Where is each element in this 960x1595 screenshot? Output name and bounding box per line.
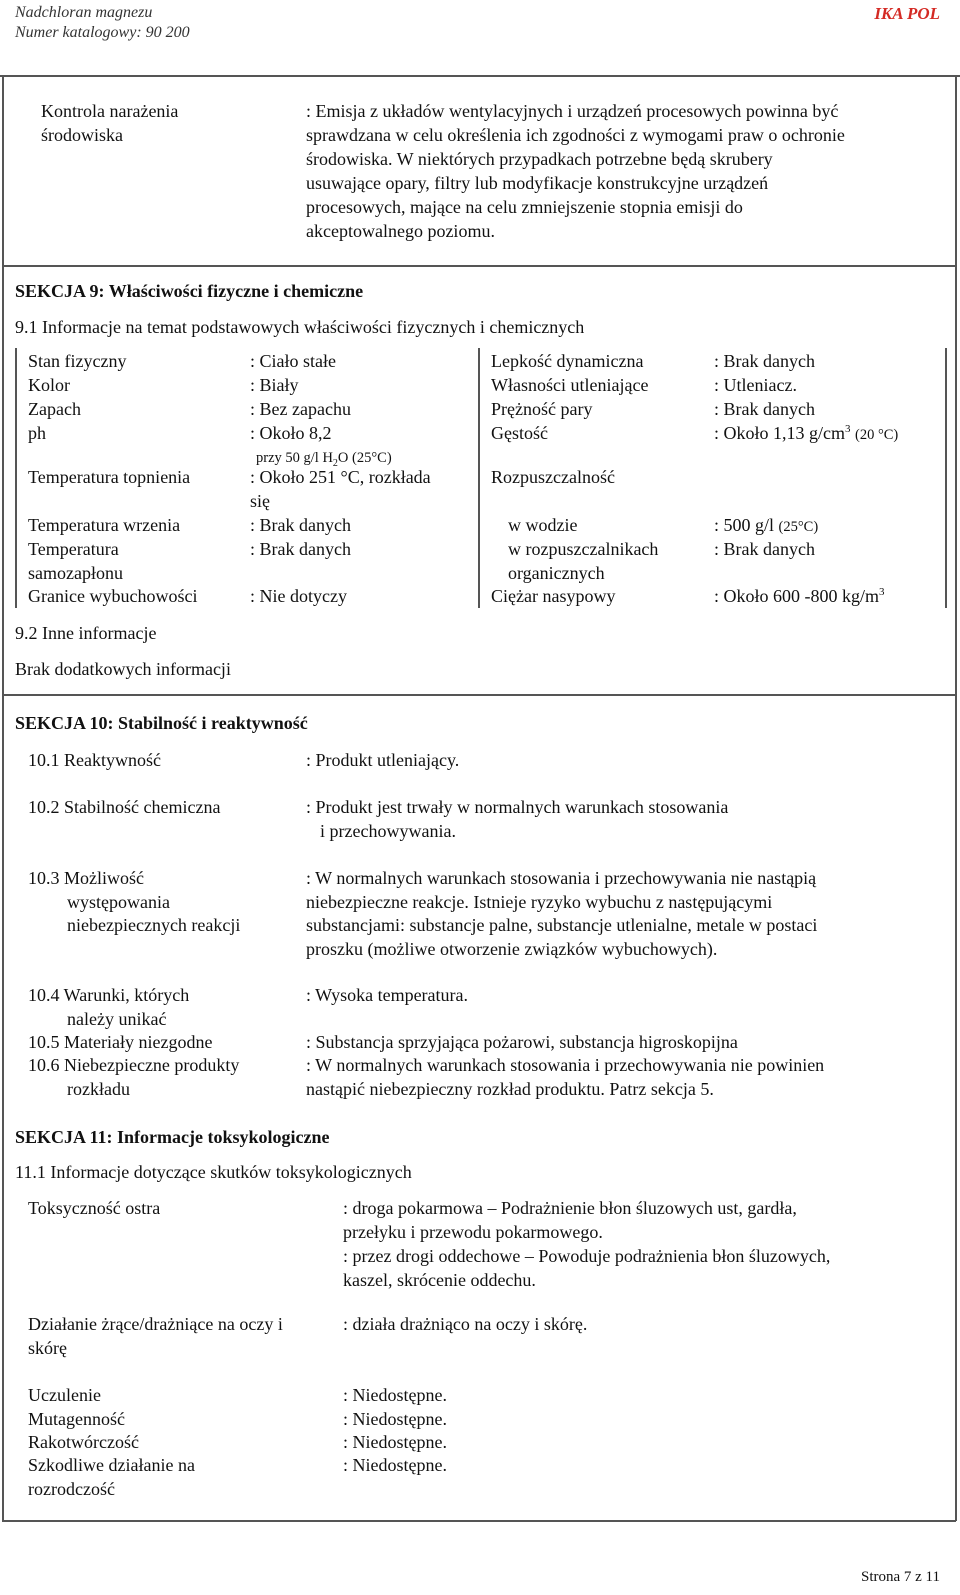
prop-value: : Brak danych	[714, 351, 815, 371]
prop-label: ph	[28, 423, 46, 443]
product-name: Nadchloran magnezu	[15, 4, 153, 21]
prop-value: się	[250, 491, 270, 511]
env-text-line: : Emisja z układów wentylacyjnych i urządzeń procesowych powinna być	[306, 101, 839, 121]
prop-label: Temperatura wrzenia	[28, 515, 181, 535]
divider-bottom	[2, 1520, 956, 1522]
prop-label: Temperatura	[28, 539, 119, 559]
section9-subtitle: 9.1 Informacje na temat podstawowych właściwości fizycznych i chemicznych	[15, 317, 585, 337]
ph-note: przy 50 g/l $H_2O$ (25°C)	[256, 450, 392, 469]
prop-label: Lepkość dynamiczna	[491, 351, 644, 371]
mutagenicity-value: : Niedostępne.	[343, 1409, 447, 1429]
prop-value: : Brak danych	[714, 399, 815, 419]
hazard-reactions-label: występowania	[67, 892, 170, 912]
page-number: Strona 7 z 11	[860, 1569, 940, 1585]
irritation-label: Działanie żrące/drażniące na oczy i	[28, 1314, 283, 1334]
catalog-number: Numer katalogowy: 90 200	[15, 24, 190, 41]
env-text-line: sprawdzana w celu określenia ich zgodności z wymogami praw o ochronie	[306, 125, 845, 145]
toxicity-label: Toksyczność ostra	[28, 1198, 161, 1218]
toxicity-value: przełyku i przewodu pokarmowego.	[343, 1222, 603, 1242]
prop-label: Ciężar nasypowy	[491, 586, 616, 606]
toxicity-value: : przez drogi oddechowe – Powoduje podrażnienia błon śluzowych,	[343, 1246, 831, 1266]
decomposition-label: 10.6 Niebezpieczne produkty	[28, 1055, 240, 1075]
prop-label: Prężność pary	[491, 399, 593, 419]
frame-left	[2, 75, 4, 1521]
table-border-right	[945, 348, 947, 608]
decomposition-value: nastąpić niebezpieczny rozkład produktu. Patrz sekcja 5.	[306, 1079, 714, 1099]
prop-value: : Około 600 -800 $kg/m^3$	[714, 586, 885, 606]
env-text-line: usuwające opary, filtry lub modyfikacje konstrukcyjne urządzeń	[306, 173, 769, 193]
stability-value: i przechowywania.	[320, 821, 456, 841]
prop-label: w rozpuszczalnikach	[508, 539, 659, 559]
sensitization-value: : Niedostępne.	[343, 1385, 447, 1405]
divider-top	[0, 75, 960, 77]
reproductive-label: rozrodczość	[28, 1479, 115, 1499]
prop-value: : Brak danych	[250, 515, 351, 535]
prop-label: samozapłonu	[28, 563, 123, 583]
incompatible-value: : Substancja sprzyjająca pożarowi, substancja higroskopijna	[306, 1032, 738, 1052]
prop-label: Stan fizyczny	[28, 351, 127, 371]
prop-value: : Nie dotyczy	[250, 586, 347, 606]
reactivity-label: 10.1 Reaktywność	[28, 750, 161, 770]
hazard-reactions-value: substancjami: substancje palne, substancje utlenialne, metale w postaci	[306, 915, 818, 935]
incompatible-label: 10.5 Materiały niezgodne	[28, 1032, 213, 1052]
avoid-conditions-label: 10.4 Warunki, których	[28, 985, 190, 1005]
prop-label: Rozpuszczalność	[491, 467, 615, 487]
irritation-label: skórę	[28, 1338, 67, 1358]
env-text-line: akceptowalnego poziomu.	[306, 221, 495, 241]
prop-value: : Brak danych	[250, 539, 351, 559]
reproductive-label: Szkodliwe działanie na	[28, 1455, 195, 1475]
prop-value: : Bez zapachu	[250, 399, 351, 419]
env-label-line1: Kontrola narażenia	[41, 101, 179, 121]
carcinogenicity-value: : Niedostępne.	[343, 1432, 447, 1452]
table-divider-middle	[478, 348, 480, 608]
env-label-line2: środowiska	[41, 125, 123, 145]
hazard-reactions-value: proszku (możliwe otworzenie związków wybuchowych).	[306, 939, 718, 959]
prop-value: : Brak danych	[714, 539, 815, 559]
env-text-line: procesowych, mające na celu zmniejszenie stopnia emisji do	[306, 197, 743, 217]
section11-subtitle: 11.1 Informacje dotyczące skutków toksykologicznych	[15, 1162, 412, 1182]
prop-value: : Ciało stałe	[250, 351, 336, 371]
prop-value: : Około 1,13 $g/cm^3$ (20 °C)	[714, 423, 899, 443]
stability-label: 10.2 Stabilność chemiczna	[28, 797, 221, 817]
section9-2-subtitle: 9.2 Inne informacje	[15, 623, 157, 643]
env-text-line: środowiska. W niektórych przypadkach potrzebne będą skrubery	[306, 149, 773, 169]
hazard-reactions-label: 10.3 Możliwość	[28, 868, 144, 888]
prop-label: Granice wybuchowości	[28, 586, 198, 606]
hazard-reactions-value: : W normalnych warunkach stosowania i przechowywania nie nastąpią	[306, 868, 817, 888]
decomposition-value: : W normalnych warunkach stosowania i przechowywania nie powinien	[306, 1055, 825, 1075]
hazard-reactions-label: niebezpiecznych reakcji	[67, 915, 241, 935]
prop-label: Temperatura topnienia	[28, 467, 191, 487]
prop-value: : Biały	[250, 375, 299, 395]
section10-title: SEKCJA 10: Stabilność i reaktywność	[15, 713, 308, 733]
reactivity-value: : Produkt utleniający.	[306, 750, 460, 770]
hazard-reactions-value: niebezpieczne reakcje. Istnieje ryzyko wybuchu z następującymi	[306, 892, 773, 912]
prop-value: : Około 251 °C, rozkłada	[250, 467, 431, 487]
toxicity-value: kaszel, skrócenie oddechu.	[343, 1270, 536, 1290]
stability-value: : Produkt jest trwały w normalnych warunkach stosowania	[306, 797, 729, 817]
section9-title: SEKCJA 9: Właściwości fizyczne i chemiczne	[15, 281, 364, 301]
irritation-value: : działa drażniąco na oczy i skórę.	[343, 1314, 588, 1334]
section9-2-text: Brak dodatkowych informacji	[15, 659, 231, 679]
sensitization-label: Uczulenie	[28, 1385, 101, 1405]
frame-right	[955, 75, 957, 1521]
avoid-conditions-value: : Wysoka temperatura.	[306, 985, 469, 1005]
carcinogenicity-label: Rakotwórczość	[28, 1432, 139, 1452]
prop-value: : Utleniacz.	[714, 375, 797, 395]
mutagenicity-label: Mutagenność	[28, 1409, 125, 1429]
prop-label: Kolor	[28, 375, 70, 395]
brand-logo: IKA POL	[874, 4, 940, 23]
reproductive-value: : Niedostępne.	[343, 1455, 447, 1475]
prop-value: : 500 g/l (25°C)	[714, 515, 819, 535]
prop-label: w wodzie	[508, 515, 578, 535]
prop-value: : Około 8,2	[250, 423, 332, 443]
avoid-conditions-label: należy unikać	[67, 1009, 167, 1029]
decomposition-label: rozkładu	[67, 1079, 130, 1099]
toxicity-value: : droga pokarmowa – Podrażnienie błon śluzowych ust, gardła,	[343, 1198, 797, 1218]
prop-label: organicznych	[508, 563, 605, 583]
divider-env	[2, 265, 956, 267]
prop-label: Gęstość	[491, 423, 548, 443]
divider-sec10	[2, 694, 956, 696]
prop-label: Zapach	[28, 399, 81, 419]
table-border-left	[15, 348, 17, 608]
section11-title: SEKCJA 11: Informacje toksykologiczne	[15, 1127, 330, 1147]
prop-label: Własności utleniające	[491, 375, 649, 395]
